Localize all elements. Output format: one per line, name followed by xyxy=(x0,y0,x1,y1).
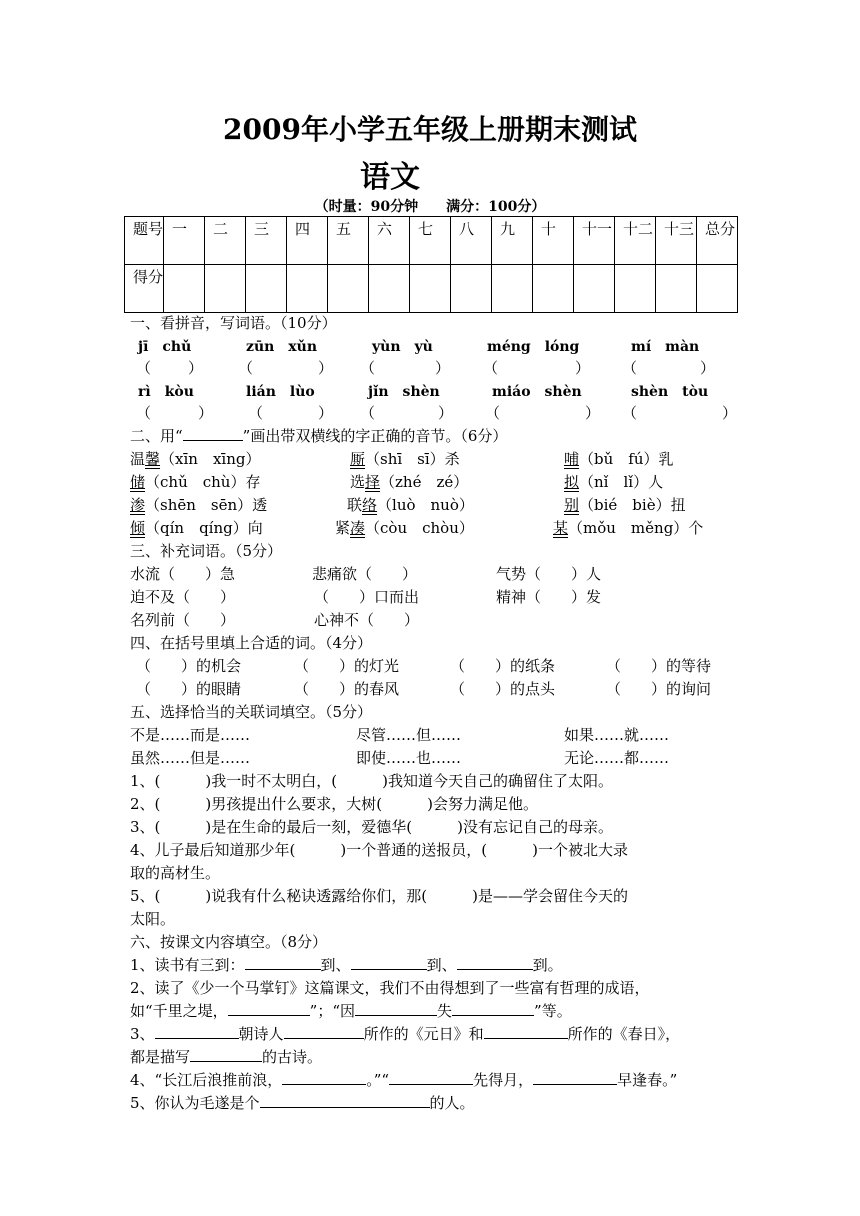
heading-blank xyxy=(183,426,243,441)
section-6-heading: 六、按课文内容填空。（8分） xyxy=(130,933,328,951)
idiom-item: 气势（ ）人 xyxy=(496,565,602,583)
answer-paren-close: ） xyxy=(722,404,738,422)
score-col-header: 四 xyxy=(287,217,328,265)
score-cell[interactable] xyxy=(246,265,287,313)
answer-paren-close: ） xyxy=(435,359,451,377)
idiom-item: 悲痛欲（ ） xyxy=(312,565,418,583)
pron-item: 联络（luò nuò） xyxy=(347,496,474,514)
question-text: 1、读书有三到： 到、 到、 到。 xyxy=(130,956,563,974)
score-table xyxy=(124,216,738,313)
answer-paren-close: ） xyxy=(318,359,334,377)
question-text: 5、( )说我有什么秘诀透露给你们，那( )是——学会留住今天的 xyxy=(130,887,628,905)
fill-word-item: （ ）的询问 xyxy=(606,680,712,698)
question-text: 3、( )是在生命的最后一刻，爱德华( )没有忘记自己的母亲。 xyxy=(130,818,613,836)
question-text: 1、( )我一时不太明白，( )我知道今天自己的确留住了太阳。 xyxy=(130,772,613,790)
pron-item: 哺（bǔ fú）乳 xyxy=(564,450,674,468)
exam-meta: （时量：90分钟 满分：100分） xyxy=(314,199,546,215)
pinyin-item: shèn tòu xyxy=(631,384,709,400)
score-col-header: 总分 xyxy=(697,217,738,265)
answer-blank[interactable] xyxy=(355,1001,437,1016)
answer-paren-close: ） xyxy=(585,404,601,422)
score-table-score-row xyxy=(125,265,738,313)
pinyin-item: yùn yù xyxy=(372,339,433,355)
score-cell[interactable] xyxy=(328,265,369,313)
answer-paren-close: ） xyxy=(700,359,716,377)
question-text: 取的高材生。 xyxy=(130,864,221,882)
answer-blank[interactable] xyxy=(282,1070,366,1085)
score-col-header: 一 xyxy=(164,217,205,265)
score-cell[interactable] xyxy=(451,265,492,313)
answer-paren-open: （ xyxy=(238,359,254,377)
answer-paren-open: （ xyxy=(360,359,376,377)
question-text: 4、儿子最后知道那少年( )一个普通的送报员，( )一个被北大录 xyxy=(130,841,628,859)
score-cell[interactable] xyxy=(492,265,533,313)
answer-blank[interactable] xyxy=(457,955,533,970)
pron-item: 储（chǔ chù）存 xyxy=(130,473,261,491)
pron-item: 厮（shī sī）杀 xyxy=(350,450,460,468)
pron-item: 紧凑（còu chòu） xyxy=(335,519,474,537)
idiom-item: 心神不（ ） xyxy=(314,611,420,629)
score-cell[interactable] xyxy=(164,265,205,313)
pinyin-item: lián lùo xyxy=(246,384,315,400)
section-1-heading: 一、看拼音，写词语。（10分） xyxy=(130,314,337,332)
score-cell[interactable] xyxy=(697,265,738,313)
answer-paren-open: （ xyxy=(136,359,152,377)
answer-blank[interactable] xyxy=(351,955,427,970)
score-row-label-number: 题号 xyxy=(125,217,164,265)
pron-item: 倾（qín qíng）向 xyxy=(130,519,263,537)
fill-word-item: （ ）的春风 xyxy=(294,680,400,698)
pron-item: 某（mǒu měng）个 xyxy=(553,519,704,537)
answer-blank[interactable] xyxy=(228,1001,310,1016)
score-col-header: 七 xyxy=(410,217,451,265)
answer-blank[interactable] xyxy=(190,1047,262,1062)
score-col-header: 九 xyxy=(492,217,533,265)
score-cell[interactable] xyxy=(410,265,451,313)
score-col-header: 六 xyxy=(369,217,410,265)
score-col-header: 二 xyxy=(205,217,246,265)
score-table-header-row xyxy=(125,217,738,265)
fill-word-item: （ ）的机会 xyxy=(136,657,242,675)
score-col-header: 十 xyxy=(533,217,574,265)
fill-word-item: （ ）的等待 xyxy=(606,657,712,675)
answer-paren-open: （ xyxy=(136,404,152,422)
answer-paren-close: ） xyxy=(438,404,454,422)
pinyin-item: miáo shèn xyxy=(492,384,582,400)
pinyin-item: jī chǔ xyxy=(138,339,192,355)
score-col-header: 十一 xyxy=(574,217,615,265)
conjunction-option: 尽管……但…… xyxy=(356,726,462,744)
score-cell[interactable] xyxy=(574,265,615,313)
fill-word-item: （ ）的眼睛 xyxy=(136,680,242,698)
pinyin-item: méng lóng xyxy=(487,339,580,355)
score-cell[interactable] xyxy=(369,265,410,313)
section-5-heading: 五、选择恰当的关联词填空。（5分） xyxy=(130,703,373,721)
score-col-header: 十三 xyxy=(656,217,697,265)
exam-title: 2009年小学五年级上册期末测试 xyxy=(223,113,637,146)
answer-paren-open: （ xyxy=(622,404,638,422)
answer-blank[interactable] xyxy=(284,1024,364,1039)
answer-paren-close: ） xyxy=(188,359,204,377)
fill-word-item: （ ）的灯光 xyxy=(294,657,400,675)
score-row-label-score: 得分 xyxy=(125,265,164,313)
score-cell[interactable] xyxy=(533,265,574,313)
pron-item: 拟（nǐ lǐ）人 xyxy=(564,473,664,491)
score-cell[interactable] xyxy=(205,265,246,313)
conjunction-option: 不是……而是…… xyxy=(130,726,251,744)
answer-paren-open: （ xyxy=(622,359,638,377)
answer-paren-close: ） xyxy=(198,404,214,422)
score-cell[interactable] xyxy=(287,265,328,313)
pron-item: 渗（shēn sēn）透 xyxy=(130,496,268,514)
conjunction-option: 虽然……但是…… xyxy=(130,749,251,767)
pron-item: 温馨（xīn xīng） xyxy=(130,450,261,468)
pinyin-item: zūn xǔn xyxy=(246,339,318,355)
answer-paren-open: （ xyxy=(485,404,501,422)
answer-paren-open: （ xyxy=(483,359,499,377)
score-col-header: 八 xyxy=(451,217,492,265)
answer-blank[interactable] xyxy=(245,955,321,970)
answer-blank[interactable] xyxy=(389,1070,473,1085)
question-text: 3、 朝诗人 所作的《元日》和 所作的《春日》， xyxy=(130,1025,681,1043)
section-2-heading-pre: 二、用“ xyxy=(130,427,183,445)
fill-word-item: （ ）的纸条 xyxy=(450,657,556,675)
answer-blank[interactable] xyxy=(533,1070,617,1085)
exam-subject: 语文 xyxy=(360,160,420,195)
score-cell[interactable] xyxy=(656,265,697,313)
section-3-heading: 三、补充词语。（5分） xyxy=(130,542,283,560)
score-col-header: 五 xyxy=(328,217,369,265)
section-2-heading xyxy=(130,425,507,446)
answer-paren-open: （ xyxy=(360,404,376,422)
answer-blank[interactable] xyxy=(484,1024,568,1039)
idiom-item: 迫不及（ ） xyxy=(130,588,236,606)
question-text: 2、读了《少一个马掌钉》这篇课文，我们不由得想到了一些富有哲理的成语， xyxy=(130,979,650,997)
conjunction-option: 无论……都…… xyxy=(564,749,670,767)
idiom-item: 名列前（ ） xyxy=(130,611,236,629)
question-text: 太阳。 xyxy=(130,910,176,928)
pinyin-item: mí màn xyxy=(631,339,700,355)
question-text: 5、你认为毛遂是个 的人。 xyxy=(130,1094,475,1112)
answer-paren-close: ） xyxy=(318,404,334,422)
pron-item: 选择（zhé zé） xyxy=(350,473,469,491)
question-text: 4、“长江后浪推前浪， 。”“ 先得月， 早逢春。” xyxy=(130,1071,678,1089)
idiom-item: 水流（ ）急 xyxy=(130,565,236,583)
answer-blank[interactable] xyxy=(155,1024,239,1039)
question-text: 如“千里之堤， ”；“因 失 ”等。 xyxy=(130,1002,572,1020)
conjunction-option: 如果……就…… xyxy=(564,726,670,744)
pinyin-item: rì kòu xyxy=(138,384,194,400)
answer-blank[interactable] xyxy=(260,1093,430,1108)
answer-blank[interactable] xyxy=(452,1001,534,1016)
score-cell[interactable] xyxy=(615,265,656,313)
fill-word-item: （ ）的点头 xyxy=(450,680,556,698)
idiom-item: 精神（ ）发 xyxy=(496,588,602,606)
question-text: 都是描写 的古诗。 xyxy=(130,1048,323,1066)
section-2-heading-post: ”画出带双横线的字正确的音节。（6分） xyxy=(242,427,508,445)
conjunction-option: 即使……也…… xyxy=(356,749,462,767)
answer-paren-open: （ xyxy=(248,404,264,422)
question-text: 2、( )男孩提出什么要求，大树( )会努力满足他。 xyxy=(130,795,538,813)
score-col-header: 十二 xyxy=(615,217,656,265)
idiom-item: （ ）口而出 xyxy=(314,588,420,606)
score-col-header: 三 xyxy=(246,217,287,265)
section-4-heading: 四、在括号里填上合适的词。（4分） xyxy=(130,634,373,652)
answer-paren-close: ） xyxy=(575,359,591,377)
pinyin-item: jǐn shèn xyxy=(368,384,440,400)
pron-item: 别（bié biè）扭 xyxy=(564,496,686,514)
